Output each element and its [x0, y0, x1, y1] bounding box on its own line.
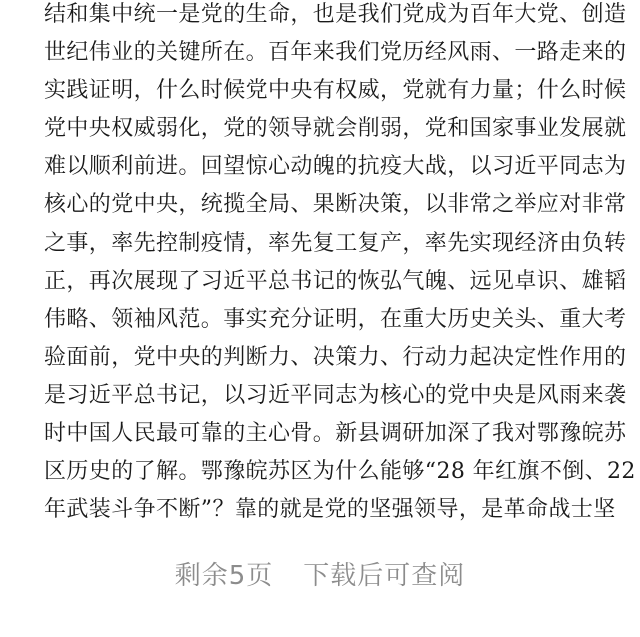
- text-line: 之事，率先控制疫情，率先复工复产，率先实现经济由负转: [44, 230, 627, 256]
- document-body: [44, 0, 636, 529]
- text-line: 核心的党中央，统揽全局、果断决策，以非常之举应对非常: [44, 192, 627, 218]
- text-line: 是习近平总书记，以习近平同志为核心的党中央是风雨来袭: [44, 382, 627, 408]
- remaining-pages-banner[interactable]: [0, 555, 640, 592]
- remaining-pages-label[interactable]: 剩余5页: [174, 561, 274, 591]
- text-line: 世纪伟业的关键所在。百年来我们党历经风雨、一路走来的: [44, 40, 627, 66]
- text-line: 党中央权威弱化，党的领导就会削弱，党和国家事业发展就: [44, 116, 627, 142]
- text-line: 验面前，党中央的判断力、决策力、行动力起决定性作用的: [44, 344, 627, 370]
- text-line: 时中国人民最可靠的主心骨。新县调研加深了我对鄂豫皖苏: [44, 421, 627, 447]
- text-line: 实践证明，什么时候党中央有权威，党就有力量；什么时候: [44, 78, 627, 104]
- download-to-read-label[interactable]: 下载后可查阅: [303, 561, 466, 591]
- text-line: 区历史的了解。鄂豫皖苏区为什么能够“28 年红旗不倒、22: [44, 459, 636, 485]
- text-line: 伟略、领袖风范。事实充分证明，在重大历史关头、重大考: [44, 306, 627, 332]
- text-line: 结和集中统一是党的生命，也是我们党成为百年大党、创造: [44, 2, 627, 27]
- text-line: 正，再次展现了习近平总书记的恢弘气魄、远见卓识、雄韬: [44, 268, 627, 294]
- text-line: 难以顺利前进。回望惊心动魄的抗疫大战，以习近平同志为: [44, 154, 627, 180]
- text-line: 年武装斗争不断”？靠的就是党的坚强领导，是革命战士坚: [44, 497, 616, 523]
